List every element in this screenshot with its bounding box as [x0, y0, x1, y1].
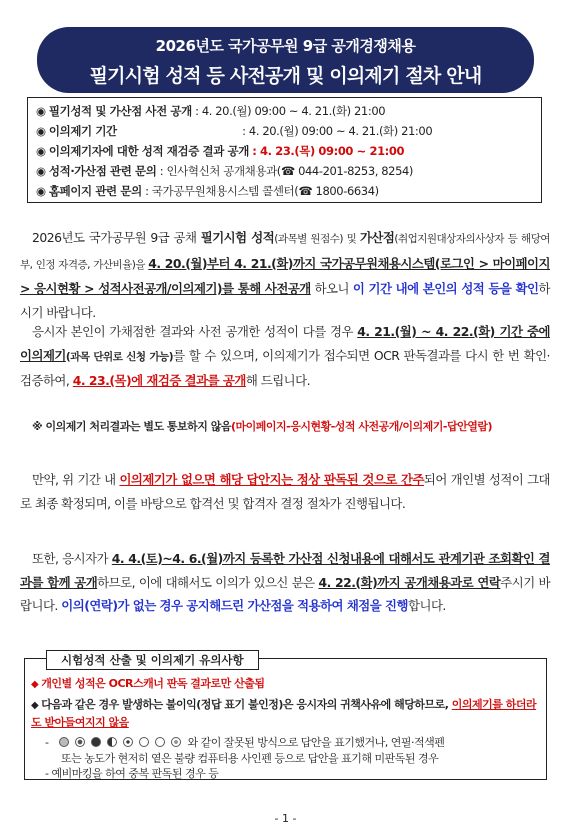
schedule-row-4: ◉ 성적·가산점 관련 문의 : 인사혁신처 공개채용과(☎ 044-201-8253, 8254) [36, 164, 414, 178]
title-line2: 필기시험 성적 등 사전공개 및 이의제기 절차 안내 [89, 65, 482, 87]
paragraph-preview: 2026년도 국가공무원 9급 공채 필기시험 성적(과목별 원점수) 및 가산점(취업지원대상자의사상자 등 해당여부, 인정 자격증, 가산비율)을 4. 20.(월)부터 4. 21.(화)까지 국가공무원채용시스템(로그인 > 마이페이지 > 응시현황 > 성적사전공개/이의제기)를 통해 사전공개 하오니 이 기간 내에 본인의 성적 등을 확인하시기 바랍니다. [20, 230, 550, 320]
note-item-3b: 또는 농도가 현저히 옅은 불량 컴퓨터용 사인펜 등으로 답안을 표기해 미판독된 경우 [61, 752, 439, 765]
wrong-mark-circle-icon [171, 737, 181, 747]
wrong-mark-circle-icon [107, 737, 117, 747]
diamond-bullet-icon: ◆ [31, 700, 39, 711]
objection-note: ※ 이의제기 처리결과는 별도 통보하지 않음(마이페이지-응시현황-성적 사전공개/이의제기-답안열람) [32, 420, 492, 433]
target-bullet-icon: ◉ [36, 164, 46, 178]
notes-box [24, 658, 547, 780]
schedule-row-5: ◉ 홈페이지 관련 문의 : 국가공무원채용시스템 콜센터(☎ 1800-6634) [36, 184, 379, 198]
target-bullet-icon: ◉ [36, 104, 46, 118]
page-number: - 1 - [274, 812, 297, 825]
note-item-3: - 와 같이 잘못된 방식으로 답안을 표기했거나, 연필·적색펜 [45, 735, 445, 749]
schedule-row-1: ◉ 필기성적 및 가산점 사전 공개 : 4. 20.(월) 09:00 ~ 4. 21.(화) 21:00 [36, 104, 386, 118]
title-line1: 2026년도 국가공무원 9급 공개경쟁채용 [155, 37, 416, 55]
note-item-4: - 예비마킹을 하여 중복 판독된 경우 등 [45, 767, 219, 780]
notes-title: 시험성적 산출 및 이의제기 유의사항 [46, 650, 259, 670]
diamond-bullet-icon: ◆ [31, 679, 39, 690]
wrong-mark-circle-icon [123, 737, 133, 747]
schedule-row-3: ◉ 이의제기자에 대한 성적 재검증 결과 공개 : 4. 23.(목) 09:00 ~ 21:00 [36, 144, 405, 158]
target-bullet-icon: ◉ [36, 144, 46, 158]
schedule-row-2: ◉ 이의제기 기간 : 4. 20.(월) 09:00 ~ 4. 21.(화) 21:00 [36, 124, 433, 138]
wrong-mark-circle-icon [59, 737, 69, 747]
note-item-2: ◆ 다음과 같은 경우 발생하는 불이익(정답 표기 불인정)은 응시자의 귀책사유에 해당하므로, 이의제기를 하더라도 받아들여지지 않음 [31, 698, 537, 729]
wrong-mark-circle-icon [155, 737, 165, 747]
wrong-mark-circle-icon [75, 737, 85, 747]
wrong-mark-circle-icon [139, 737, 149, 747]
title-banner [37, 27, 534, 93]
paragraph-no-objection: 만약, 위 기간 내 이의제기가 없으면 해당 답안지는 정상 판독된 것으로 간주되어 개인별 성적이 그대로 최종 확정되며, 이를 바탕으로 합격선 및 합격자 결정 절차가 진행됩니다. [20, 472, 551, 511]
wrong-mark-circle-icon [91, 737, 101, 747]
target-bullet-icon: ◉ [36, 184, 46, 198]
schedule-box [27, 97, 542, 203]
paragraph-objection: 응시자 본인이 가채점한 결과와 사전 공개한 성적이 다를 경우 4. 21.(월) ~ 4. 22.(화) 기간 중에 이의제기(과목 단위로 신청 가능)를 할 수 있으며, 이의제기가 접수되면 OCR 판독결과를 다시 한 번 확인·검증하여, 4. 23.(목)에 재검증 결과를 공개해 드립니다. [20, 324, 550, 388]
paragraph-bonus: 또한, 응시자가 4. 4.(토)~4. 6.(월)까지 등록한 가산점 신청내용에 대해서도 관계기관 조회확인 결과를 함께 공개하므로, 이에 대해서도 이의가 있으신 분은 4. 22.(화)까지 공개채용과로 연락주시기 바랍니다. 이의(연락)가 없는 경우 공지해드린 가산점을 적용하여 채점을 진행합니다. [20, 551, 550, 613]
note-item-1: ◆ 개인별 성적은 OCR스캐너 판독 결과로만 산출됨 [31, 677, 265, 690]
target-bullet-icon: ◉ [36, 124, 46, 138]
